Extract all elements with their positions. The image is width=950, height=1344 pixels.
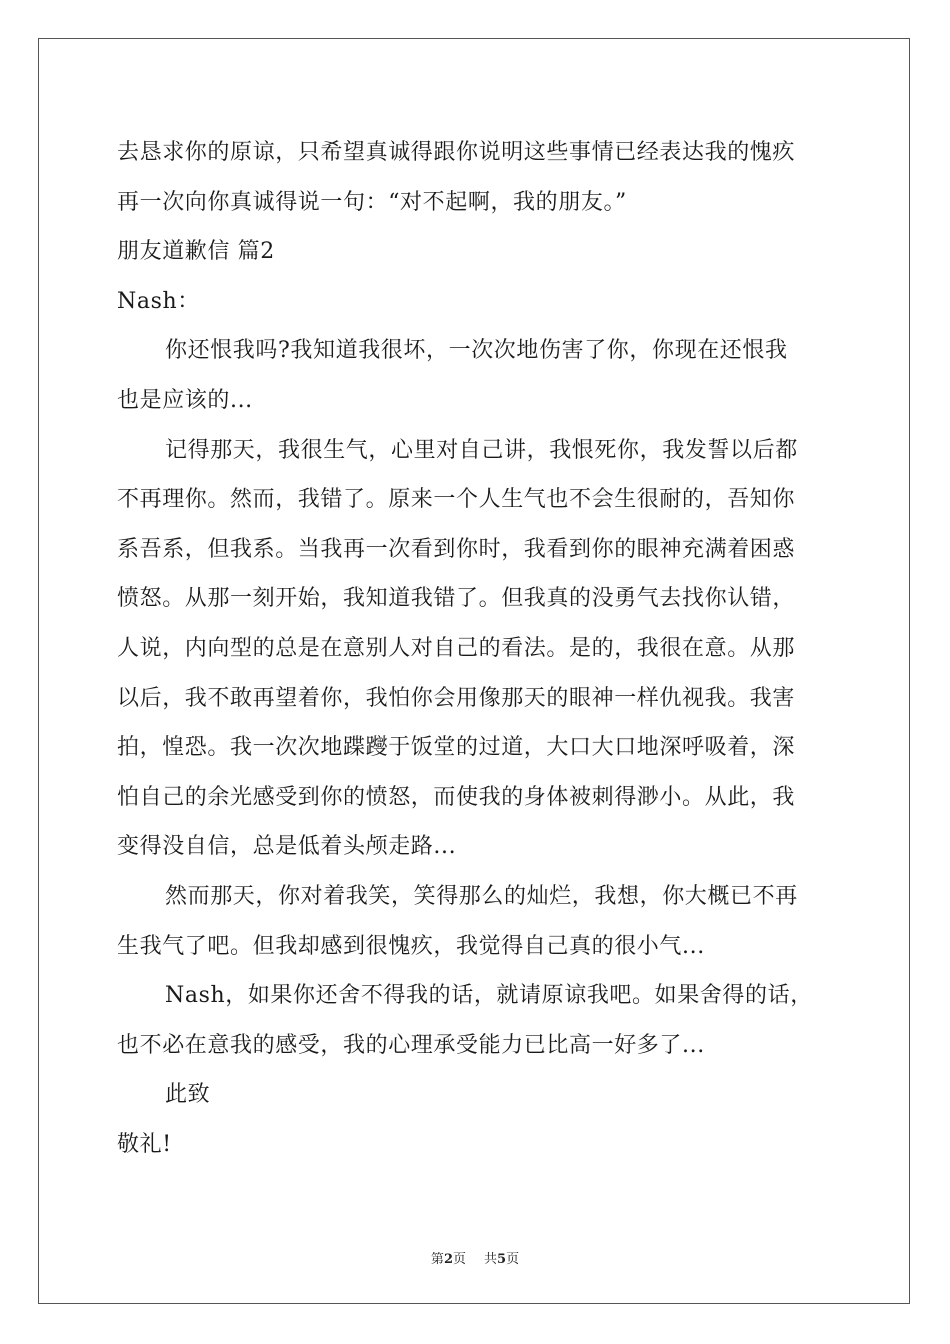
text-line: 朋友道歉信 篇2 <box>117 239 275 265</box>
text-line: Nash： <box>117 288 200 314</box>
text-line: 怕自己的余光感受到你的愤怒，而使我的身体被刺得渺小。从此，我 <box>117 784 796 810</box>
text-line: 以后，我不敢再望着你，我怕你会用像那天的眼神一样仇视我。我害 <box>117 685 796 711</box>
text-line: 拍，惶恐。我一次次地蹀躞于饭堂的过道，大口大口地深呼吸着，深 <box>117 735 796 761</box>
page-suffix: 页 <box>452 1252 466 1267</box>
text-line: 也不必在意我的感受，我的心理承受能力已比高一好多了... <box>117 1032 705 1058</box>
document-body <box>117 128 837 1169</box>
text-line: 此致 <box>165 1082 211 1108</box>
page-footer <box>0 1248 950 1267</box>
text-line: 敬礼! <box>117 1131 172 1157</box>
text-line: 再一次向你真诚得说一句：“对不起啊，我的朋友。” <box>117 189 627 215</box>
total-pages: 5 <box>497 1252 507 1267</box>
text-line: 愤怒。从那一刻开始，我知道我错了。但我真的没勇气去找你认错， <box>117 586 796 612</box>
text-line: 生我气了吧。但我却感到很愧疚，我觉得自己真的很小气... <box>117 933 705 959</box>
text-line: 也是应该的... <box>117 387 253 413</box>
total-suffix: 页 <box>506 1252 520 1267</box>
page-prefix: 第 <box>430 1252 444 1267</box>
text-line: 记得那天，我很生气，心里对自己讲，我恨死你，我发誓以后都 <box>165 437 798 463</box>
total-prefix: 共 <box>484 1252 498 1267</box>
text-line: 去恳求你的原谅，只希望真诚得跟你说明这些事情已经表达我的愧疚 <box>117 140 796 165</box>
text-line: 系吾系，但我系。当我再一次看到你时，我看到你的眼神充满着困惑 <box>117 536 796 562</box>
text-line: 人说，内向型的总是在意别人对自己的看法。是的，我很在意。从那 <box>117 635 796 661</box>
text-line: 然而那天，你对着我笑，笑得那么的灿烂，我想，你大概已不再 <box>165 883 798 909</box>
text-line: 不再理你。然而，我错了。原来一个人生气也不会生很耐的，吾知你 <box>117 487 796 513</box>
text-line: 变得没自信，总是低着头颅走路... <box>117 834 457 860</box>
text-line: Nash，如果你还舍不得我的话，就请原谅我吧。如果舍得的话， <box>165 983 813 1009</box>
text-line: 你还恨我吗?我知道我很坏，一次次地伤害了你，你现在还恨我 <box>165 338 788 364</box>
page-number: 2 <box>443 1252 453 1267</box>
